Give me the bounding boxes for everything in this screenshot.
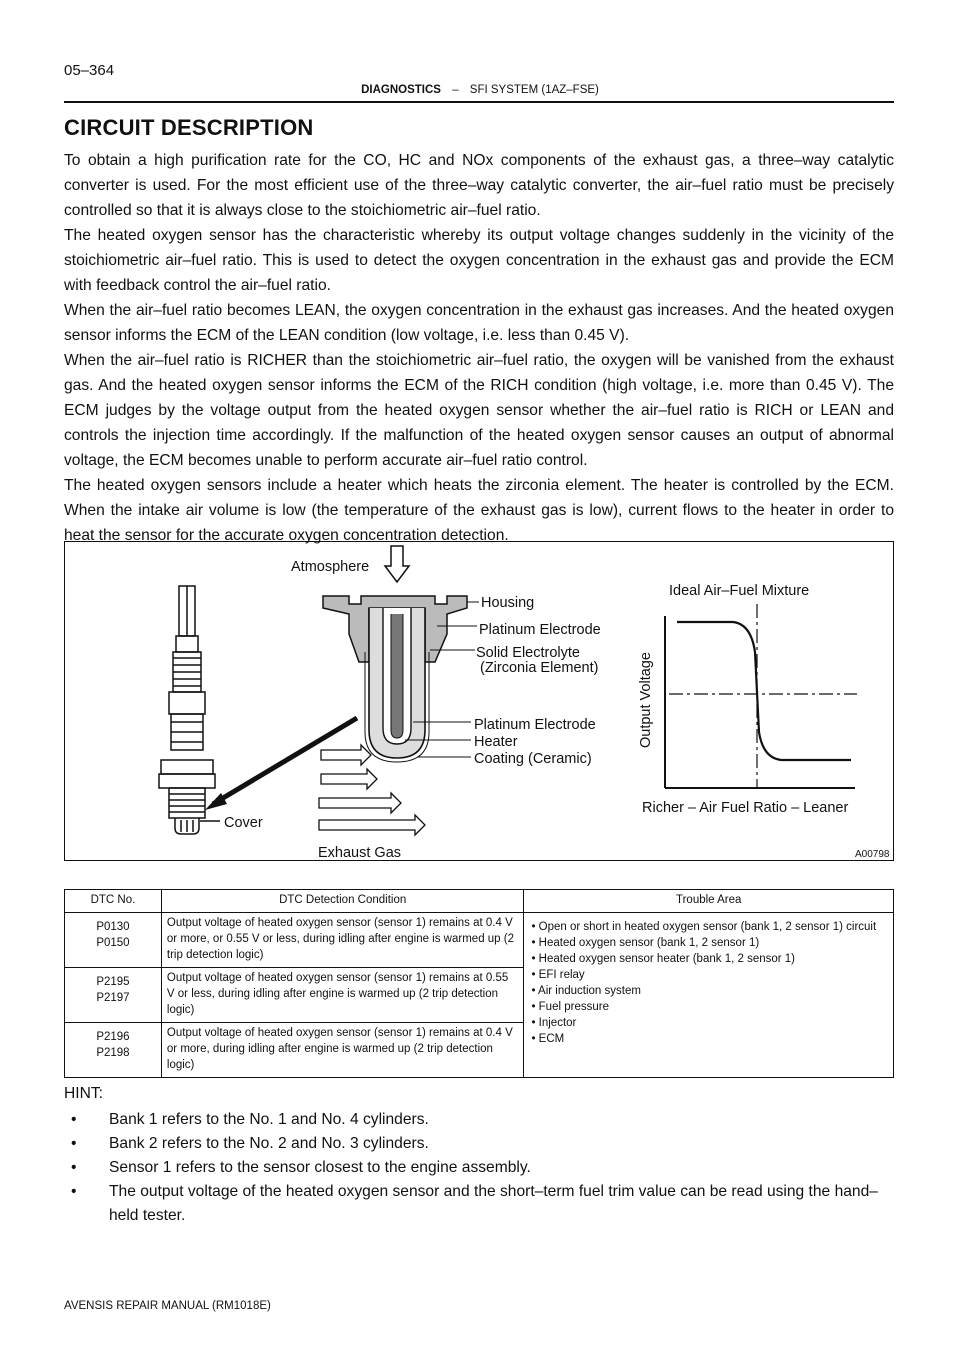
- hint-item: [64, 1180, 894, 1228]
- dtc-condition: Output voltage of heated oxygen sensor (sensor 1) remains at 0.4 V or more, during idling after engine is warmed up (2 trip detection logic): [161, 1023, 524, 1078]
- label-cover: Cover: [224, 815, 263, 831]
- dtc-condition: Output voltage of heated oxygen sensor (sensor 1) remains at 0.4 V or more, or 0.55 V or less, during idling after engine is warmed up (2 trip detection logic): [161, 913, 524, 968]
- label-housing: Housing: [481, 595, 535, 611]
- label-exhaust-gas: Exhaust Gas: [318, 845, 402, 861]
- header-section: DIAGNOSTICS: [361, 84, 441, 96]
- dtc-codes: [65, 913, 162, 968]
- bullet-icon: •: [71, 1111, 77, 1128]
- hint-text: Bank 1 refers to the No. 1 and No. 4 cylinders.: [109, 1111, 429, 1128]
- hint-item: [64, 1132, 894, 1156]
- header-subsection: SFI SYSTEM (1AZ–FSE): [469, 84, 599, 96]
- label-ideal-mixture: Ideal Air–Fuel Mixture: [669, 583, 810, 599]
- column-header-dtc-no: DTC No.: [65, 890, 162, 913]
- dtc-code: P2197: [96, 992, 130, 1004]
- label-atmosphere: Atmosphere: [291, 559, 370, 575]
- label-coating: Coating (Ceramic): [474, 751, 592, 767]
- hint-text: The output voltage of the heated oxygen sensor and the short–term fuel trim value can be read using the hand–held tester.: [109, 1183, 878, 1224]
- pointer-arrow: [205, 718, 357, 810]
- trouble-area-list: [529, 915, 888, 1047]
- bullet-icon: •: [71, 1135, 77, 1152]
- label-heater: Heater: [474, 734, 518, 750]
- page-number: 05–364: [64, 62, 115, 79]
- label-platinum-electrode-inner: Platinum Electrode: [474, 717, 596, 733]
- paragraph: When the air–fuel ratio becomes LEAN, the oxygen concentration in the exhaust gas increases. And the heated oxygen sensor informs the ECM of the LEAN condition (low voltage, i.e. less than 0.45 V).: [64, 302, 894, 344]
- column-header-condition: DTC Detection Condition: [161, 890, 524, 913]
- figure-code: A00798: [855, 849, 890, 860]
- page-title: CIRCUIT DESCRIPTION: [64, 115, 314, 140]
- dtc-table: [64, 889, 894, 1078]
- trouble-area-item: • Heated oxygen sensor heater (bank 1, 2 sensor 1): [531, 953, 796, 965]
- atmosphere-arrow: [385, 546, 409, 582]
- running-header: [0, 84, 960, 96]
- circuit-description: [64, 148, 894, 548]
- trouble-area-item: • Fuel pressure: [531, 1001, 609, 1013]
- hint-text: Sensor 1 refers to the sensor closest to the engine assembly.: [109, 1159, 531, 1176]
- trouble-area-item: • Injector: [531, 1017, 577, 1029]
- graph-x-axis-label: Richer – Air Fuel Ratio – Leaner: [642, 800, 849, 816]
- dtc-condition: Output voltage of heated oxygen sensor (sensor 1) remains at 0.55 V or less, during idling after engine is warmed up (2 trip detection logic): [161, 968, 524, 1023]
- trouble-area-cell: [524, 913, 894, 1078]
- dtc-code: P2195: [96, 976, 130, 988]
- voltage-graph: [665, 604, 857, 788]
- dtc-code: P0130: [96, 921, 130, 933]
- sensor-body-drawing: [159, 586, 220, 834]
- label-platinum-electrode-outer: Platinum Electrode: [479, 622, 601, 638]
- graph-y-axis-label: Output Voltage: [638, 652, 654, 748]
- paragraph: When the air–fuel ratio is RICHER than the stoichiometric air–fuel ratio, the oxygen will be vanished from the exhaust gas. And the heated oxygen sensor informs the ECM of the RICH condition (high voltage, i.e. more than 0.45 V). The ECM judges by the voltage output from the heated oxygen sensor whether the air–fuel ratio is RICH or LEAN and controls the injection time accordingly. If the malfunction of the heated oxygen sensor causes an output of abnormal voltage, the ECM becomes unable to perform accurate air–fuel ratio control.: [64, 352, 894, 469]
- oxygen-sensor-diagram: [65, 542, 895, 862]
- hint-list: [64, 1108, 894, 1228]
- sensor-cross-section: [323, 596, 467, 762]
- label-zirconia-element: (Zirconia Element): [480, 660, 599, 676]
- hint-label: HINT:: [64, 1085, 103, 1102]
- table-header-row: [65, 890, 894, 913]
- column-header-trouble-area: Trouble Area: [524, 890, 894, 913]
- trouble-area-item: • ECM: [531, 1033, 565, 1045]
- paragraph: To obtain a high purification rate for the CO, HC and NOx components of the exhaust gas, a three–way catalytic converter is used. For the most efficient use of the three–way catalytic converter, the air–fuel ratio must be precisely controlled so that it is always close to the stoichiometric air–fuel ratio.: [64, 152, 894, 219]
- hint-item: [64, 1108, 894, 1132]
- dtc-codes: [65, 1023, 162, 1078]
- bullet-icon: •: [71, 1159, 77, 1176]
- label-solid-electrolyte: Solid Electrolyte: [476, 645, 580, 661]
- trouble-area-item: • EFI relay: [531, 969, 585, 981]
- bullet-icon: •: [71, 1183, 77, 1200]
- header-separator: –: [452, 84, 459, 96]
- dtc-code: P2196: [96, 1031, 130, 1043]
- dtc-code: P0150: [96, 937, 130, 949]
- trouble-area-item: • Air induction system: [531, 985, 641, 997]
- hint-text: Bank 2 refers to the No. 2 and No. 3 cylinders.: [109, 1135, 429, 1152]
- paragraph: The heated oxygen sensors include a heater which heats the zirconia element. The heater is controlled by the ECM. When the intake air volume is low (the temperature of the exhaust gas is low), current flows to the heater in order to heat the sensor for the accurate oxygen concentration detection.: [64, 477, 894, 544]
- dtc-codes: [65, 968, 162, 1023]
- paragraph: The heated oxygen sensor has the characteristic whereby its output voltage changes suddenly in the vicinity of the stoichiometric air–fuel ratio. This is used to detect the oxygen concentration in the exhaust gas and provide the ECM with feedback control the air–fuel ratio.: [64, 227, 894, 294]
- exhaust-gas-arrows: [319, 745, 425, 835]
- footer: AVENSIS REPAIR MANUAL (RM1018E): [64, 1300, 271, 1312]
- table-row: [65, 913, 894, 968]
- oxygen-sensor-figure: [64, 541, 894, 861]
- hint-item: [64, 1156, 894, 1180]
- trouble-area-item: • Heated oxygen sensor (bank 1, 2 sensor 1): [531, 937, 760, 949]
- header-rule: [64, 101, 894, 103]
- dtc-code: P2198: [96, 1047, 130, 1059]
- trouble-area-item: • Open or short in heated oxygen sensor (bank 1, 2 sensor 1) circuit: [531, 921, 877, 933]
